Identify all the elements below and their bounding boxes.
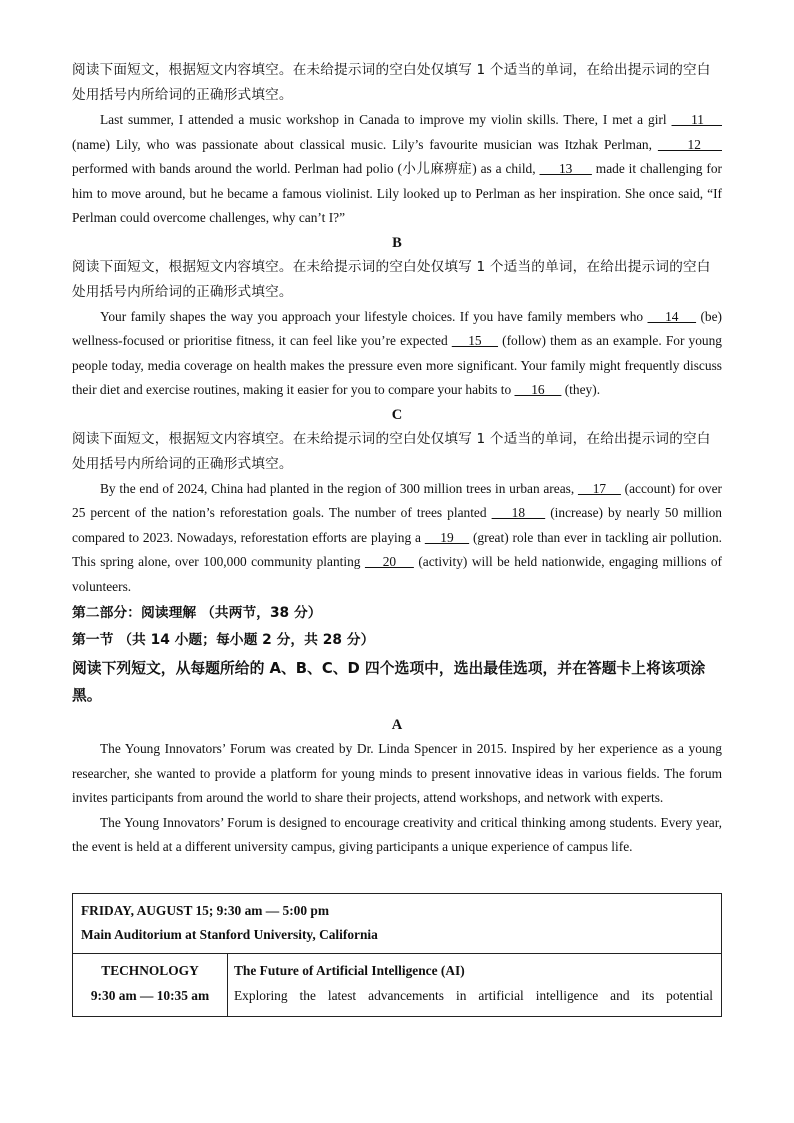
session-category: TECHNOLOGY (101, 963, 199, 978)
section-label-b: B (392, 234, 402, 251)
passage-text: (follow) them as an example. For young people today, media coverage on health makes the pressure even more significant. Your family might frequently discuss their diet and exercise routines, making it easier for you to compare your habits to (72, 333, 723, 397)
reading-a-paragraph-1: The Young Innovators’ Forum was created by Dr. Linda Spencer in 2015. Inspired by her experience as a young researcher, she wanted to provide a platform for young minds to present innovative ideas in various fields. The forum invites participants from around the world to share their projects, attend workshops, and network with experts. (72, 741, 722, 805)
passage-text: Last summer, I attended a music workshop in Canada to improve my violin skills. There, I met a girl (100, 112, 672, 127)
passage-text: (name) Lily, who was passionate about classical music. Lily’s favourite musician was Itzhak Perlman, (72, 136, 658, 152)
schedule-header-row (73, 894, 722, 954)
blank-15[interactable]: 15 (451, 333, 499, 348)
blank-14[interactable]: 14 (647, 308, 697, 324)
blank-17[interactable]: 17 (577, 480, 621, 496)
schedule-session-row (73, 954, 722, 1017)
blank-19[interactable]: 19 (424, 529, 470, 545)
passage-text: Your family shapes the way you approach your lifestyle choices. If you have family members who (100, 308, 648, 324)
passage-fill-a (72, 108, 722, 231)
passage-text: By the end of 2024, China had planted in the region of 300 million trees in urban areas, (100, 480, 578, 496)
session-info (228, 954, 722, 1017)
blank-18[interactable]: 18 (491, 505, 546, 520)
blank-20[interactable]: 20 (364, 554, 414, 569)
session-meta (73, 954, 228, 1017)
blank-12[interactable]: 12 (657, 136, 722, 152)
passage-fill-b (72, 305, 722, 403)
session-description: Exploring the latest advancements in artificial intelligence and its potential (234, 988, 713, 1003)
reading-instruction: 阅读下列短文，从每题所给的 A、B、C、D 四个选项中，选出最佳选项，并在答题卡上将该项涂黑。 (72, 660, 706, 704)
passage-text: (be) wellness-focused or prioritise fitness, it can feel like you’re expected (72, 308, 723, 348)
session-time: 9:30 am — 10:35 am (90, 988, 210, 1003)
part-two-title: 第二部分：阅读理解 （共两节，38 分） (72, 605, 322, 621)
passage-fill-c (72, 477, 722, 600)
section-label-c: C (391, 406, 403, 423)
blank-11[interactable]: 11 (671, 112, 722, 127)
schedule-venue: Main Auditorium at Stanford University, California (81, 927, 378, 942)
fill-instruction-c: 阅读下面短文，根据短文内容填空。在未给提示词的空白处仅填写 1 个适当的单词，在给出提示词的空白处用括号内所给词的正确形式填空。 (72, 430, 711, 472)
schedule-date: FRIDAY, AUGUST 15; 9:30 am — 5:00 pm (81, 903, 329, 918)
passage-text: performed with bands around the world. Perlman had polio (小儿麻痹症) as a child, (72, 161, 540, 176)
schedule-header (73, 894, 722, 954)
passage-text: (account) for over 25 percent of the nation’s reforestation goals. The number of trees planted (72, 480, 723, 520)
session-title: The Future of Artificial Intelligence (AI) (234, 963, 465, 978)
passage-text: (activity) will be held nationwide, engaging millions of volunteers. (72, 554, 723, 594)
blank-16[interactable]: 16 (514, 382, 562, 397)
reading-a-paragraph-2: The Young Innovators’ Forum is designed to encourage creativity and critical thinking among students. Every year, the event is held at a different university campus, giving participants a unique experience of campus life. (72, 814, 722, 854)
blank-13[interactable]: 13 (539, 161, 592, 176)
passage-text: (they). (561, 382, 601, 397)
reading-label-a: A (391, 717, 403, 733)
passage-text: (great) role than ever in tackling air pollution. This spring alone, over 100,000 community planting (72, 529, 722, 569)
section-one-title: 第一节 （共 14 小题；每小题 2 分，共 28 分） (72, 632, 375, 648)
fill-instruction-b: 阅读下面短文，根据短文内容填空。在未给提示词的空白处仅填写 1 个适当的单词，在给出提示词的空白处用括号内所给词的正确形式填空。 (72, 258, 711, 300)
passage-text: made it challenging for him to move around, but he became a famous violinist. Lily looked up to Perlman as her inspiration. She once said, “If Perlman could overcome challenges, why can’t I?” (72, 161, 722, 225)
passage-text: (increase) by nearly 50 million compared to 2023. Nowadays, reforestation efforts are playing a (72, 505, 722, 545)
document-body (72, 58, 722, 860)
schedule-table (72, 893, 722, 1017)
fill-instruction-a: 阅读下面短文，根据短文内容填空。在未给提示词的空白处仅填写 1 个适当的单词，在给出提示词的空白处用括号内所给词的正确形式填空。 (72, 62, 711, 103)
